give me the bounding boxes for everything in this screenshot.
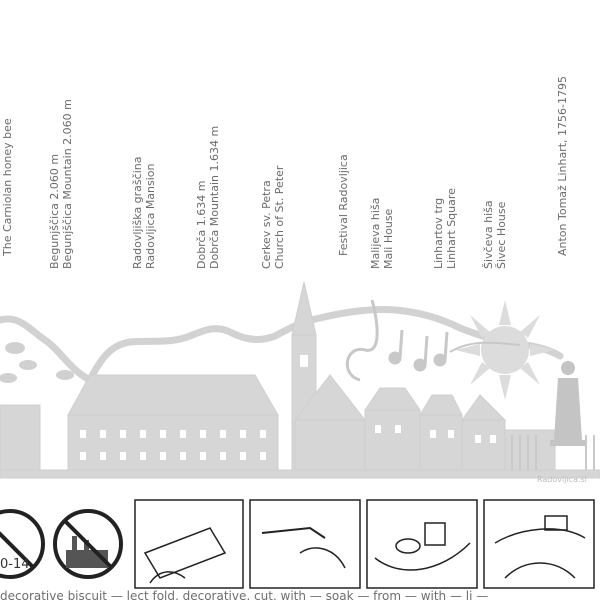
label-anton-tomaz-linhart: Anton Tomaž Linhart, 1756-1795: [556, 76, 569, 256]
label-linhart-square: Linhartov trg Linhart Square: [432, 188, 458, 269]
step-panel-1: [135, 500, 243, 588]
step-panel-3: [367, 500, 477, 588]
label-radovljica-mansion: Radovljiška graščina Radovljica Mansion: [131, 156, 157, 269]
label-sivec-house: Šivčeva hiša Šivec House: [482, 200, 508, 269]
step-panel-4: [484, 500, 594, 588]
mountain-ridge: [0, 309, 560, 380]
linhart-statue-icon: [550, 361, 586, 446]
label-begunjscica: Begunjščica 2.060 m Begunjščica Mountain 2.060 m: [48, 99, 74, 269]
buildings: [0, 282, 600, 478]
label-dobrca: Dobrča 1.634 m Dobrča Mountain 1.634 m: [195, 125, 221, 269]
label-mali-house: Malijeva hiša Mali House: [369, 197, 395, 269]
credit-text: Radovljica.si: [537, 475, 587, 484]
label-festival-radovljica: Festival Radovljica: [337, 154, 350, 256]
step-panel-2: [250, 500, 360, 588]
age-badge: 0-14: [0, 557, 30, 572]
bees-icon: [0, 342, 74, 383]
sun-icon: [455, 300, 555, 400]
no-industrial-icon: [55, 511, 121, 577]
caption-text: decorative biscuit — lect fold, decorative, cut, with — soak — from — with — li —: [0, 590, 489, 600]
label-church-st-peter: Cerkev sv. Petra Church of St. Peter: [260, 165, 286, 269]
instruction-panels: [0, 498, 600, 590]
label-honey-bee: The Carniolan honey bee: [1, 118, 14, 256]
town-silhouette-illustration: [0, 270, 600, 500]
